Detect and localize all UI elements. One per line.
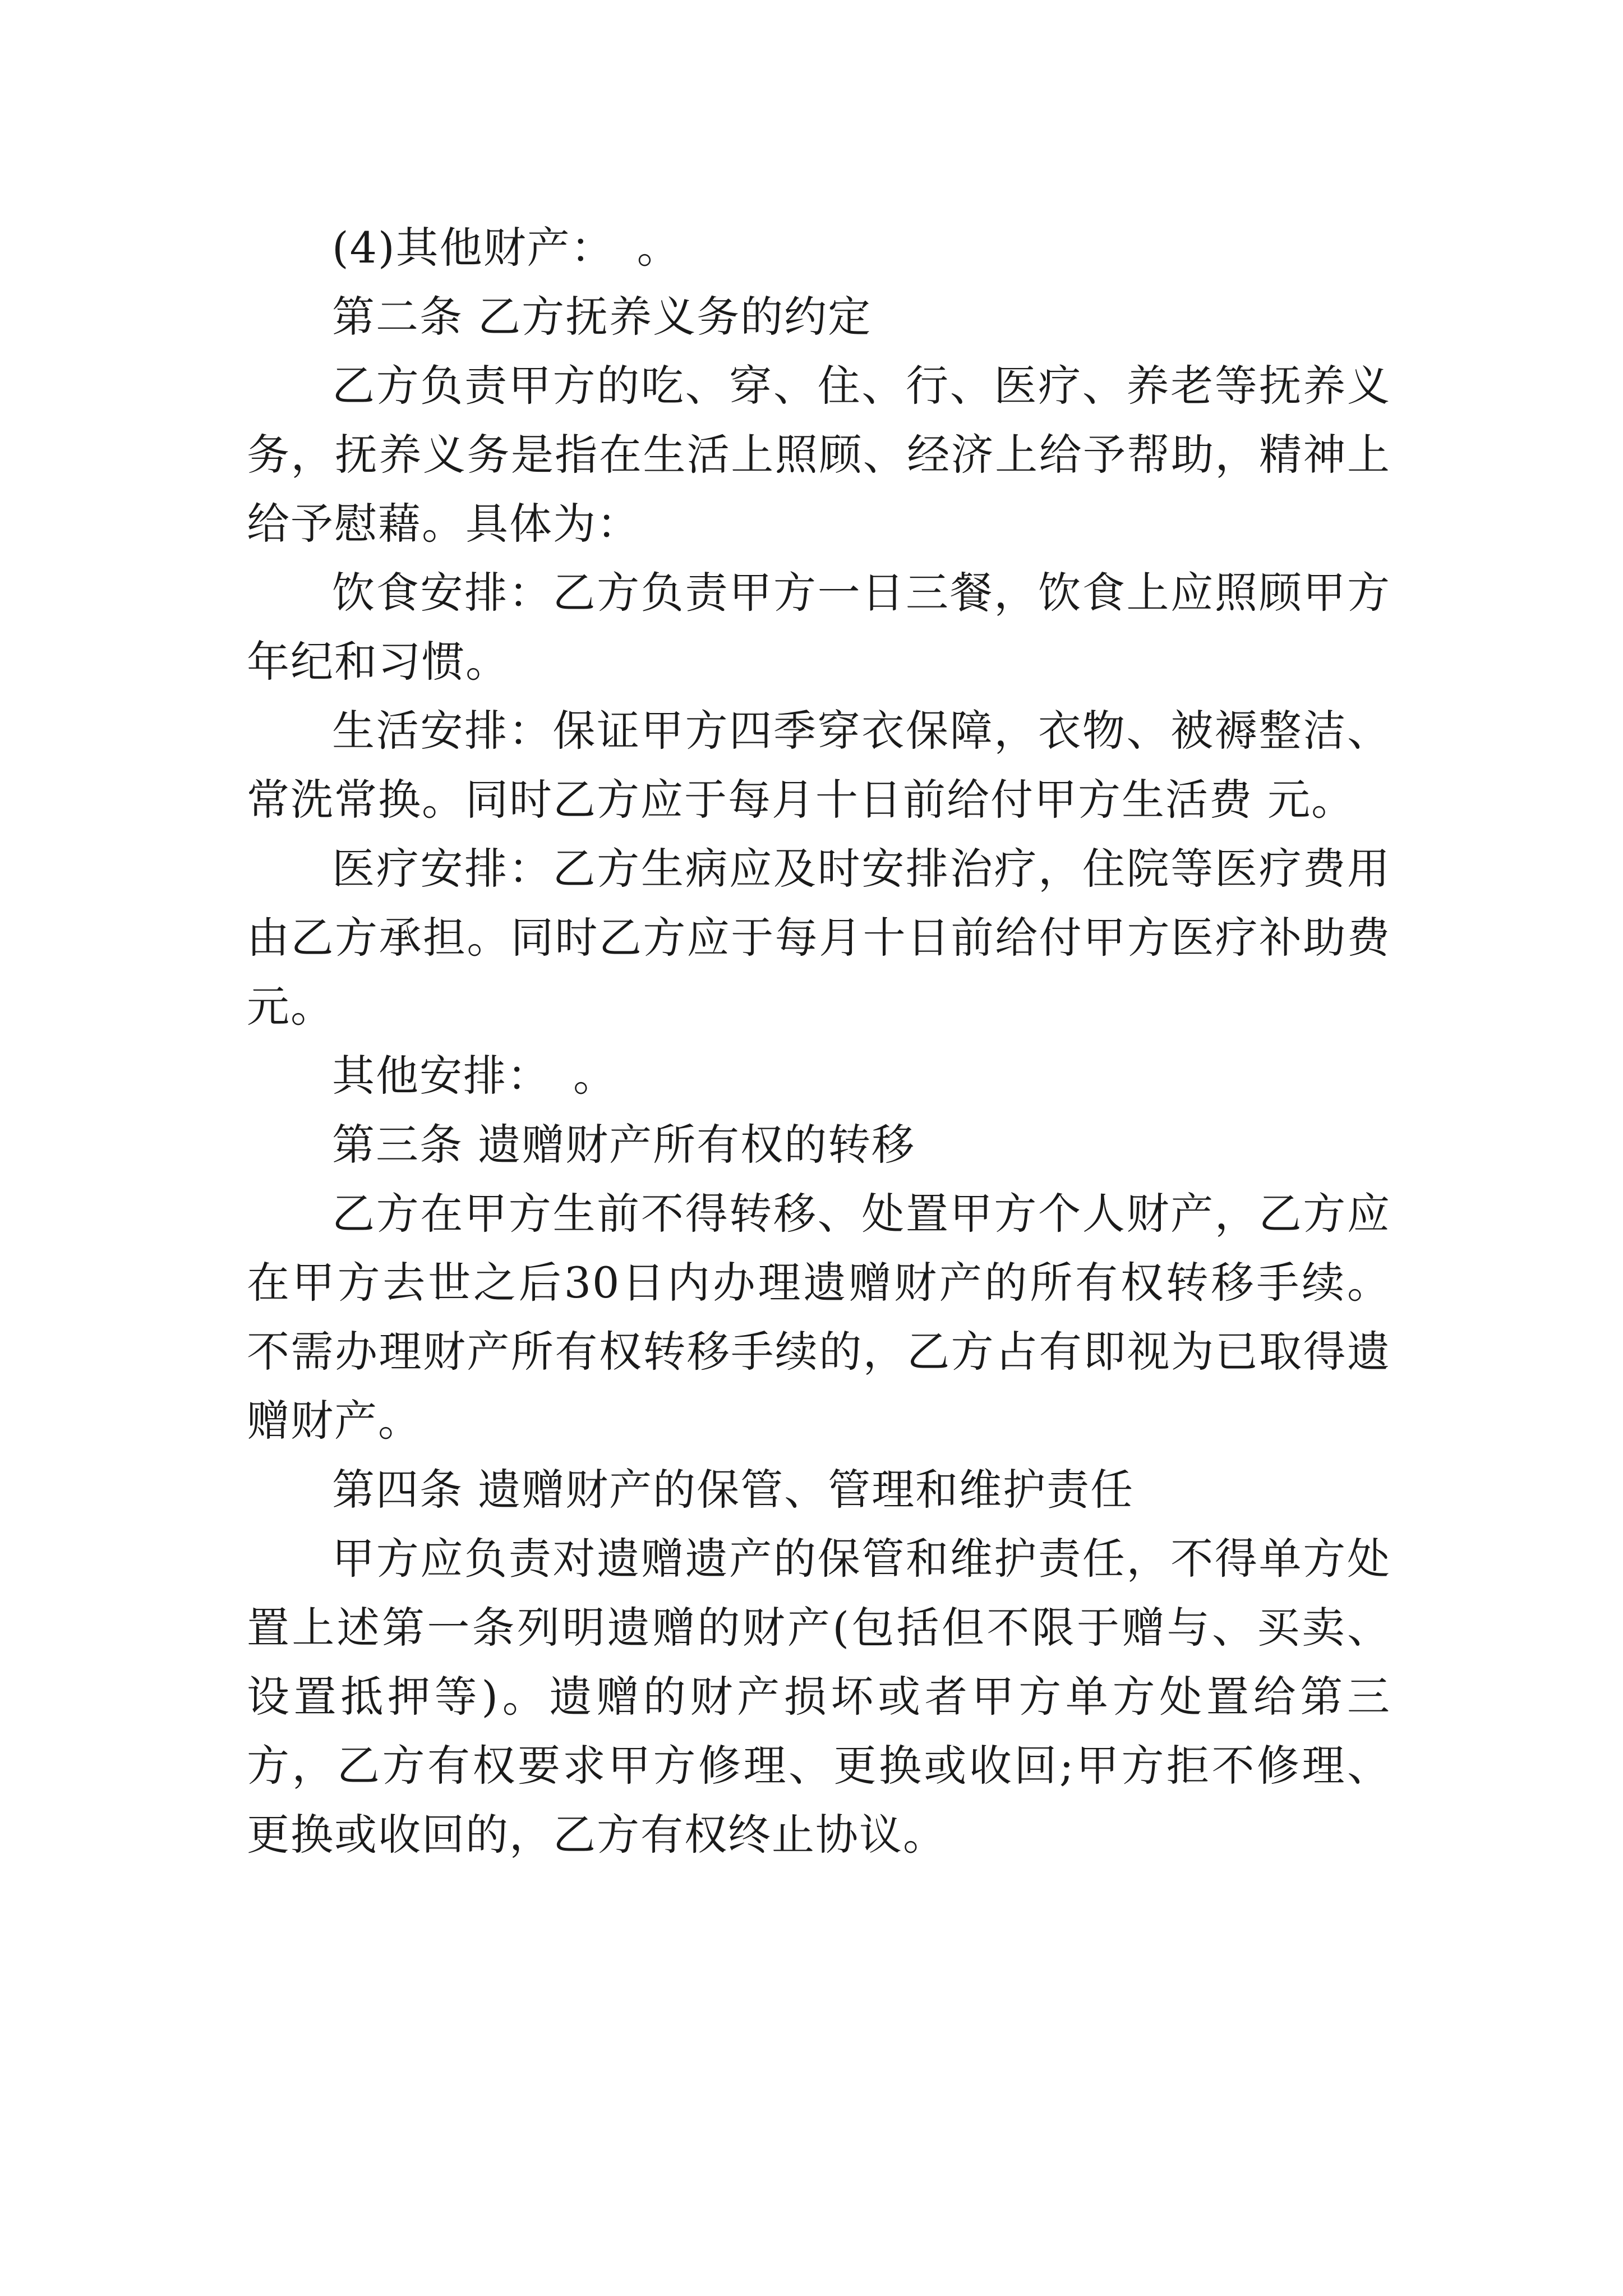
paragraph-ownership-transfer: 乙方在甲方生前不得转移、处置甲方个人财产，乙方应在甲方去世之后30日内办理遗赠财产的所有权转移手续。不需办理财产所有权转移手续的，乙方占有即视为已取得遗赠财产。 [247,1189,1391,1446]
paragraph-support-duty: 乙方负责甲方的吃、穿、住、行、医疗、养老等抚养义务，抚养义务是指在生活上照顾、经济上给予帮助，精神上给予慰藉。具体为： [247,361,1391,549]
article-2-heading: 第二条 乙方抚养义务的约定 [332,292,872,342]
paragraph-diet-arrangement: 饮食安排：乙方负责甲方一日三餐，饮食上应照顾甲方年纪和习惯。 [247,568,1391,687]
paragraph-custody-responsibility: 甲方应负责对遗赠遗产的保管和维护责任，不得单方处置上述第一条列明遗赠的财产(包括但不限于赠与、买卖、设置抵押等)。遗赠的财产损坏或者甲方单方处置给第三方，乙方有权要求甲方修理、更换或收回;甲方拒不修理、更换或收回的，乙方有权终止协议。 [247,1534,1391,1860]
article-4-heading: 第四条 遗赠财产的保管、管理和维护责任 [332,1465,1135,1515]
paragraph-medical-arrangement: 医疗安排：乙方生病应及时安排治疗，住院等医疗费用由乙方承担。同时乙方应于每月十日前给付甲方医疗补助费 元。 [247,844,1391,1032]
document-body [247,213,1391,1869]
article-3-heading: 第三条 遗赠财产所有权的转移 [332,1120,916,1170]
paragraph-other-property: (4)其他财产： 。 [332,223,681,273]
paragraph-living-arrangement: 生活安排：保证甲方四季穿衣保障，衣物、被褥整洁、常洗常换。同时乙方应于每月十日前给付甲方生活费 元。 [247,706,1391,825]
paragraph-other-arrangement: 其他安排： 。 [332,1051,617,1101]
